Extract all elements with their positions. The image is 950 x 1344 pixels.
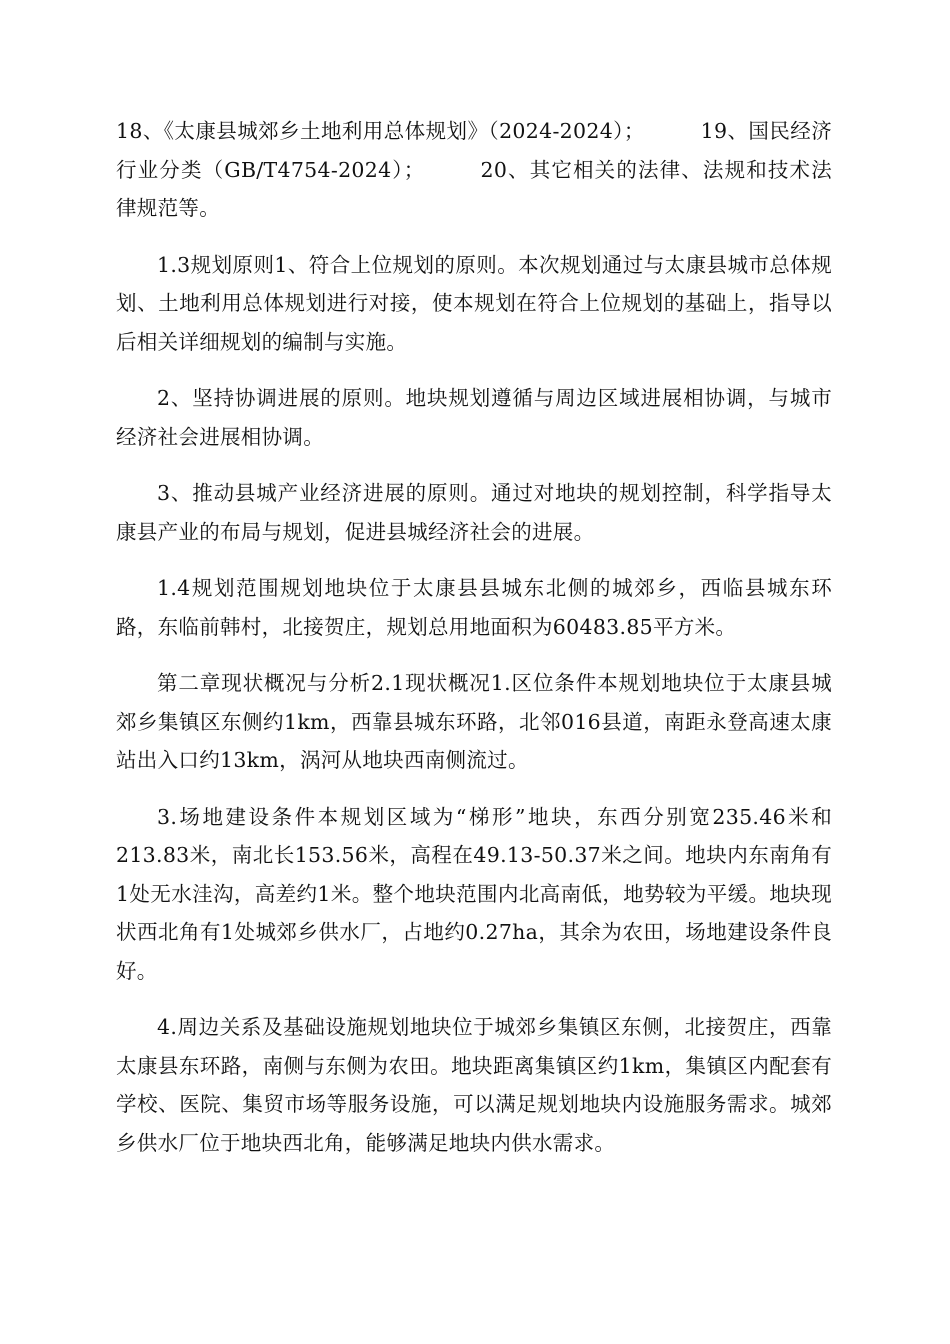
reference-item-20: 20、其它相关的法律、法规和技术法律规范等。 [116, 157, 832, 220]
paragraph-coordination-principle: 2、坚持协调进展的原则。地块规划遵循与周边区域进展相协调，与城市经济社会进展相协调。 [116, 386, 832, 449]
paragraph-planning-scope: 1.4规划范围规划地块位于太康县县城东北侧的城郊乡，西临县城东环路，东临前韩村，北接贺庄，规划总用地面积为60483.85平方米。 [116, 576, 832, 639]
reference-item-19: 19、国民经济行业分类（GB/T4754-2024）； [116, 119, 832, 182]
paragraph-surroundings-infrastructure: 4.周边关系及基础设施规划地块位于城郊乡集镇区东侧，北接贺庄，西靠太康县东环路，南侧与东侧为农田。地块距离集镇区约1km，集镇区内配套有学校、医院、集贸市场等服务设施，可以满足规划地块内设施服务需求。城郊乡供水厂位于地块西北角，能够满足地块内供水需求。 [116, 1015, 832, 1155]
paragraph-industry-principle: 3、推动县城产业经济进展的原则。通过对地块的规划控制，科学指导太康县产业的布局与规划，促进县城经济社会的进展。 [116, 481, 832, 544]
document-page [116, 112, 832, 1180]
paragraph-chapter-two-location: 第二章现状概况与分析2.1现状概况1.区位条件本规划地块位于太康县城郊乡集镇区东侧约1km，西靠县城东环路，北邻016县道，南距永登高速太康站出入口约13km，涡河从地块西南侧流过。 [116, 671, 832, 772]
reference-item-18: 18、《太康县城郊乡土地利用总体规划》（2024-2024）； [116, 119, 645, 143]
paragraph-planning-principles: 1.3规划原则1、符合上位规划的原则。本次规划通过与太康县城市总体规划、土地利用总体规划进行对接，使本规划在符合上位规划的基础上，指导以后相关详细规划的编制与实施。 [116, 252, 832, 354]
paragraph-site-conditions: 3.场地建设条件本规划区域为“梯形”地块，东西分别宽235.46米和213.83米，南北长153.56米，高程在49.13-50.37米之间。地块内东南角有1处无水洼沟，高差约1米。整个地块范围内北高南低，地势较为平缓。地块现状西北角有1处城郊乡供水厂，占地约0.27ha，其余为农田，场地建设条件良好。 [116, 804, 832, 983]
paragraph-references [116, 112, 832, 228]
